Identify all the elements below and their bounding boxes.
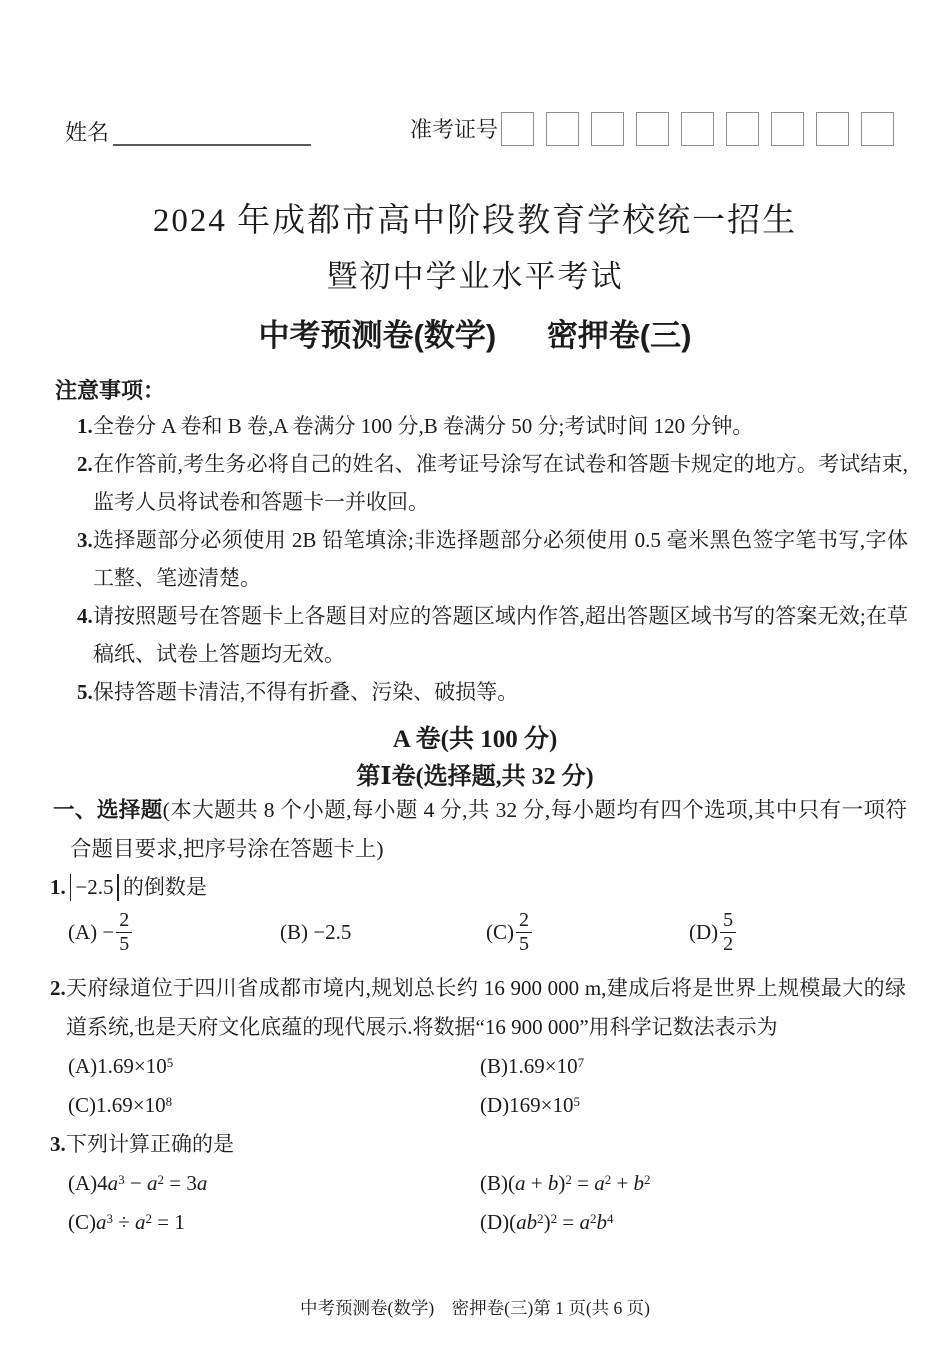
superscript-run: 2 bbox=[565, 1172, 572, 1187]
superscript-run: 2 bbox=[157, 1172, 164, 1187]
question bbox=[50, 1125, 906, 1242]
superscript-run: 2 bbox=[590, 1211, 597, 1226]
notice-text: 在作答前,考生务必将自己的姓名、准考证号涂写在试卷和答题卡规定的地方。考试结束,监考人员将试卷和答题卡一并收回。 bbox=[93, 452, 908, 514]
answer-option bbox=[480, 1203, 906, 1242]
text-run: (C) bbox=[486, 919, 514, 944]
text-run: (B)1.69×10 bbox=[480, 1054, 578, 1078]
text-run: = 3 bbox=[164, 1171, 197, 1195]
question-number: 1. bbox=[50, 875, 66, 899]
ticket-box bbox=[771, 112, 804, 146]
list-number: 3. bbox=[77, 528, 93, 552]
notice-item bbox=[77, 407, 908, 445]
notice-list bbox=[0, 407, 950, 711]
answer-option bbox=[68, 1203, 480, 1242]
answer-option bbox=[280, 913, 486, 952]
math-variable-run: a bbox=[147, 1171, 158, 1195]
text-run: ) bbox=[558, 1171, 566, 1195]
question-options bbox=[68, 907, 906, 957]
superscript-run: 2 bbox=[145, 1211, 153, 1226]
answer-option bbox=[68, 1047, 480, 1086]
fraction bbox=[720, 909, 736, 955]
question-options bbox=[68, 1164, 906, 1242]
superscript-run: 3 bbox=[106, 1211, 113, 1226]
list-number: 1. bbox=[77, 414, 93, 438]
ticket-box bbox=[681, 112, 714, 146]
text-run: = bbox=[557, 1210, 580, 1234]
answer-option bbox=[480, 1047, 906, 1086]
fraction-numerator: 5 bbox=[723, 909, 734, 932]
math-variable-run: a bbox=[594, 1171, 605, 1195]
ticket-box bbox=[726, 112, 759, 146]
text-run: (A)4 bbox=[68, 1171, 108, 1195]
math-variable-run: ab bbox=[516, 1210, 538, 1234]
paper-name: 中考预测卷(数学) bbox=[258, 318, 497, 353]
text-run: + bbox=[525, 1171, 548, 1195]
text-run: (D)( bbox=[480, 1210, 517, 1234]
text-run: (A) − bbox=[68, 919, 115, 944]
math-variable-run: a bbox=[96, 1210, 107, 1234]
text-run: − bbox=[124, 1171, 147, 1195]
superscript-run: 8 bbox=[165, 1094, 173, 1109]
fraction bbox=[516, 909, 532, 955]
notice-item bbox=[77, 597, 908, 673]
text-run: 天府绿道位于四川省成都市境内,规划总长约 16 900 000 m,建成后将是世界上规模最大的绿道系统,也是天府文化底蕴的现代展示.将数据“16 900 000”用科学记数法表示为 bbox=[66, 976, 906, 1039]
fraction-denominator: 2 bbox=[720, 932, 736, 955]
exam-title-line2: 暨初中学业水平考试 bbox=[326, 259, 624, 294]
ticket-box bbox=[501, 112, 534, 146]
text-run: (D)169×10 bbox=[480, 1093, 574, 1117]
notice-item bbox=[77, 445, 908, 521]
answer-option bbox=[68, 1164, 480, 1203]
text-run: = bbox=[571, 1171, 595, 1195]
exam-title-line3 bbox=[0, 310, 950, 355]
absolute-value-bar bbox=[117, 874, 118, 901]
math-variable-run: b bbox=[633, 1171, 645, 1195]
superscript-run: 2 bbox=[644, 1172, 651, 1187]
question bbox=[50, 969, 906, 1125]
superscript-run: 4 bbox=[607, 1211, 614, 1226]
ticket-box bbox=[591, 112, 624, 146]
text-run: (B)( bbox=[480, 1171, 515, 1195]
text-run: + bbox=[611, 1171, 634, 1195]
candidate-info-row bbox=[65, 112, 894, 146]
notice-item bbox=[77, 521, 908, 597]
ticket-boxes bbox=[501, 112, 894, 146]
fraction-denominator: 5 bbox=[116, 932, 132, 955]
notice-item bbox=[77, 673, 908, 711]
question-stem bbox=[50, 969, 906, 1047]
absolute-value-bar bbox=[70, 874, 71, 901]
answer-option bbox=[486, 909, 689, 955]
superscript-run: 5 bbox=[573, 1094, 580, 1109]
text-run: 的倒数是 bbox=[122, 875, 207, 899]
notice-text: 选择题部分必须使用 2B 铅笔填涂;非选择题部分必须使用 0.5 毫米黑色签字笔书写,字体工整、笔迹清楚。 bbox=[93, 528, 908, 590]
math-variable-run: a bbox=[515, 1171, 526, 1195]
math-variable-run: a bbox=[579, 1210, 590, 1234]
answer-option bbox=[68, 1086, 480, 1125]
text-run: (B) −2.5 bbox=[280, 919, 352, 944]
superscript-run: 2 bbox=[537, 1211, 544, 1226]
section-a-heading: A 卷(共 100 分) bbox=[392, 726, 558, 753]
text-run: −2.5 bbox=[75, 875, 114, 899]
notice-text: 保持答题卡清洁,不得有折叠、污染、破损等。 bbox=[93, 680, 519, 704]
exam-title-line1: 2024 年成都市高中阶段教育学校统一招生 bbox=[152, 203, 798, 239]
intro-description: (本大题共 8 个小题,每小题 4 分,共 32 分,每小题均有四个选项,其中只有一项符合题目要求,把序号涂在答题卡上) bbox=[70, 798, 907, 861]
superscript-run: 7 bbox=[577, 1055, 585, 1070]
fraction-numerator: 2 bbox=[119, 909, 130, 932]
math-variable-run: a bbox=[196, 1171, 208, 1195]
fraction-denominator: 5 bbox=[516, 932, 532, 955]
text-run: 下列计算正确的是 bbox=[66, 1132, 234, 1156]
ticket-box bbox=[861, 112, 894, 146]
text-run: = 1 bbox=[152, 1210, 185, 1234]
notice-text: 全卷分 A 卷和 B 卷,A 卷满分 100 分,B 卷满分 50 分;考试时间 120 分钟。 bbox=[93, 414, 754, 438]
ticket-number-label: 准考证号 bbox=[409, 116, 498, 142]
superscript-run: 5 bbox=[166, 1055, 174, 1070]
notice-text: 请按照题号在答题卡上各题目对应的答题区域内作答,超出答题区域书写的答案无效;在草稿纸、试卷上答题均无效。 bbox=[93, 604, 908, 666]
ticket-box bbox=[816, 112, 849, 146]
superscript-run: 3 bbox=[118, 1172, 125, 1187]
answer-option bbox=[480, 1086, 906, 1125]
superscript-run: 2 bbox=[604, 1172, 612, 1187]
list-number: 4. bbox=[77, 604, 93, 628]
question-stem bbox=[50, 1125, 906, 1164]
text-run: (C)1.69×10 bbox=[68, 1093, 166, 1117]
ticket-box bbox=[636, 112, 669, 146]
name-label: 姓名 bbox=[65, 119, 110, 145]
question bbox=[50, 868, 906, 957]
answer-option bbox=[68, 909, 280, 955]
intro-bold-label: 一、选择题 bbox=[53, 798, 163, 822]
superscript-run: 2 bbox=[550, 1211, 558, 1226]
math-variable-run: a bbox=[135, 1210, 146, 1234]
page-footer: 中考预测卷(数学) 密押卷(三)第 1 页(共 6 页) bbox=[300, 1298, 650, 1318]
section-part1-heading: 第Ⅰ卷(选择题,共 32 分) bbox=[356, 764, 594, 790]
paper-volume: 密押卷(三) bbox=[546, 318, 692, 353]
answer-option bbox=[480, 1164, 906, 1203]
ticket-box bbox=[546, 112, 579, 146]
text-run: (A)1.69×10 bbox=[68, 1054, 167, 1078]
question-stem bbox=[50, 868, 906, 907]
list-number: 5. bbox=[77, 680, 93, 704]
text-run: ) bbox=[543, 1210, 551, 1234]
question-number: 3. bbox=[50, 1132, 66, 1156]
fraction-numerator: 2 bbox=[519, 909, 529, 932]
list-number: 2. bbox=[77, 452, 93, 476]
fraction bbox=[116, 909, 132, 955]
answer-option bbox=[689, 909, 906, 955]
question-list bbox=[50, 868, 906, 1242]
question-number: 2. bbox=[50, 976, 66, 1000]
text-run: ÷ bbox=[113, 1210, 136, 1234]
name-fill-line bbox=[113, 118, 311, 146]
text-run: (C) bbox=[68, 1210, 96, 1234]
question-options bbox=[68, 1047, 906, 1125]
math-variable-run: b bbox=[596, 1210, 607, 1234]
math-variable-run: b bbox=[547, 1171, 559, 1195]
text-run: (D) bbox=[689, 919, 719, 944]
notice-heading: 注意事项： bbox=[55, 378, 166, 403]
math-variable-run: a bbox=[107, 1171, 119, 1195]
multiple-choice-intro bbox=[53, 791, 907, 869]
